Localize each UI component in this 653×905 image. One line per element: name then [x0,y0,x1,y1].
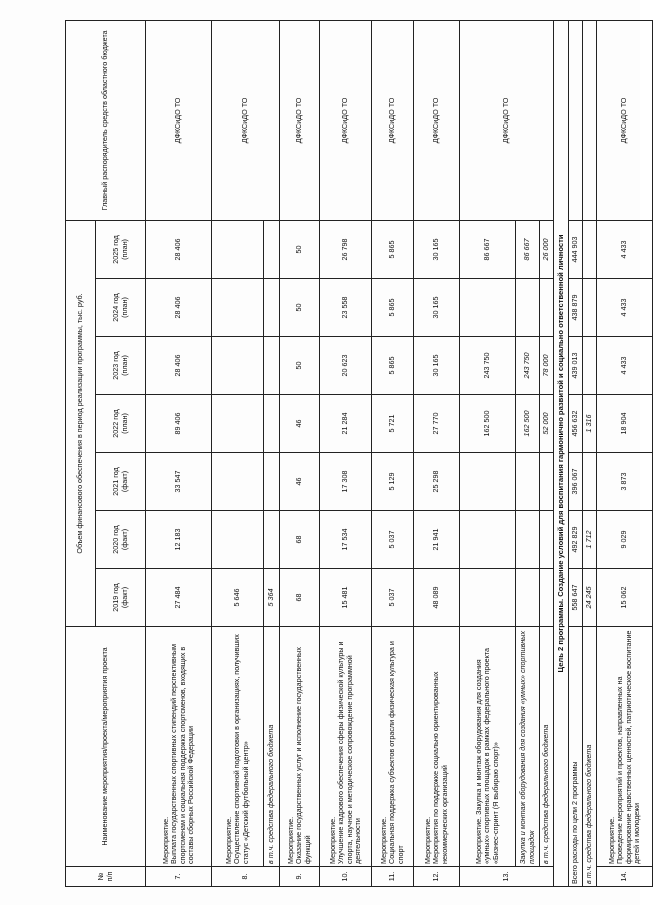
total-federal-value: 1 316 [583,395,597,453]
table-row [212,20,264,886]
row-value: 5 129 [372,453,414,511]
row-value: 5 865 [372,337,414,395]
total-value: 492 829 [569,511,583,569]
row-name: Мероприятие. Улучшение кадрового обеспечения сферы физической культуры и спорта, научное и методическое сопровождение программной деятельности [320,627,372,867]
row-value: 33 547 [146,453,212,511]
row-value: 4 433 [597,279,653,337]
row-name: Мероприятие. Проведение мероприятий и проектов, направленных на формирование нравственных ценностей, патриотическое воспитание детей и молодежи [597,627,653,867]
row-value: 26 798 [320,220,372,278]
row-number: 14. [597,867,653,887]
empty-cell [569,20,583,220]
total-value: 444 903 [569,220,583,278]
row-value: 5 721 [372,395,414,453]
col-header-year: 2021 год (факт) [96,453,146,511]
row-value [212,453,264,511]
row-value: 89 406 [146,395,212,453]
row-value: 243 750 [460,337,516,395]
row-value: 28 406 [146,220,212,278]
total-value: 439 013 [569,337,583,395]
row-value: 25 298 [414,453,460,511]
row-name: Мероприятие. Закупка и монтаж оборудования для создания «умных» спортивных площадок в рамках федерального проекта «Бизнес-спринт (Я выбираю спорт)» [460,627,516,867]
row-value [540,511,554,569]
table-row [280,20,320,886]
row-name: в т.ч. средства федерального бюджета [264,627,280,867]
budget-table [65,20,653,887]
row-value: 4 433 [597,220,653,278]
row-value [540,453,554,511]
empty-cell [583,20,597,220]
row-value: 20 623 [320,337,372,395]
row-value: 5 646 [212,569,264,627]
row-value: 27 770 [414,395,460,453]
row-name: Мероприятие. Осуществление спортивной подготовки в организациях, получивших статус «Детский футбольный центр» [212,627,264,867]
row-name: Мероприятие. Мероприятия по поддержке социально ориентированных некоммерческих организаций [414,627,460,867]
row-value: 50 [280,337,320,395]
row-value: 68 [280,511,320,569]
row-value: 26 000 [540,220,554,278]
row-name: Мероприятие. Выплата государственных спортивных стипендий перспективным спортсменам и социальная поддержка спортсменов, входящих в составы сборных Российской Федерации [146,627,212,867]
goal-2-heading: Цель 2 программы. Создание условий для воспитания гармонично развитой и социально ответственной личности [554,20,569,886]
table-row [320,20,372,886]
row-distributor: ДФКСиДО ТО [146,20,212,220]
row-value [212,395,264,453]
row-number: 8. [212,867,280,887]
row-value [460,279,516,337]
row-value: 21 941 [414,511,460,569]
row-value: 15 481 [320,569,372,627]
row-number: 7. [146,867,212,887]
row-value: 78 000 [540,337,554,395]
total-value: 558 647 [569,569,583,627]
row-distributor: ДФКСиДО ТО [280,20,320,220]
col-header-financing: Объем финансового обеспечения в период реализации программы, тыс. руб. [66,220,96,626]
row-value [212,279,264,337]
row-value: 162 500 [516,395,540,453]
row-value: 46 [280,395,320,453]
col-header-distributor: Главный распорядитель средств областного бюджета [66,20,146,220]
row-name: Закупка и монтаж оборудования для создания «умных» спортивных площадок [516,627,540,867]
row-name: Мероприятие. Социальная поддержка субъектов отрасли физическая культура и спорт [372,627,414,867]
total-federal-value [583,279,597,337]
row-value: 5 364 [264,569,280,627]
table-row [372,20,414,886]
row-value [516,279,540,337]
row-distributor: ДФКСиДО ТО [460,20,554,220]
row-value [460,569,516,627]
total-value: 438 879 [569,279,583,337]
row-distributor: ДФКСиДО ТО [372,20,414,220]
row-value [264,395,280,453]
row-value [264,511,280,569]
row-number: 11. [372,867,414,887]
row-distributor: ДФКСиДО ТО [414,20,460,220]
row-value: 46 [280,453,320,511]
row-value: 5 037 [372,511,414,569]
row-value: 5 865 [372,279,414,337]
row-value [264,337,280,395]
row-value: 30 165 [414,220,460,278]
table-row [146,20,212,886]
row-value: 5 865 [372,220,414,278]
row-value: 243 750 [516,337,540,395]
row-distributor: ДФКСиДО ТО [320,20,372,220]
row-value [516,511,540,569]
row-distributor: ДФКСиДО ТО [212,20,280,220]
col-header-year: 2019 год (факт) [96,569,146,627]
row-value: 28 406 [146,279,212,337]
total-label: Всего расходы по цели 2 программы [569,627,583,887]
row-value: 4 433 [597,337,653,395]
row-value: 18 904 [597,395,653,453]
row-value: 15 062 [597,569,653,627]
goal-band-row [554,20,569,886]
col-header-no: № п/п [66,867,146,887]
row-number: 12. [414,867,460,887]
row-value: 23 558 [320,279,372,337]
row-number: 10. [320,867,372,887]
row-value: 162 500 [460,395,516,453]
total-federal-row [583,20,597,886]
row-value [264,453,280,511]
row-value: 28 406 [146,337,212,395]
table-row [414,20,460,886]
col-header-year: 2023 год (план) [96,337,146,395]
col-header-year: 2020 год (факт) [96,511,146,569]
row-value [540,279,554,337]
total-row [569,20,583,886]
row-value [460,511,516,569]
row-value [264,279,280,337]
row-value [212,337,264,395]
row-value [540,569,554,627]
row-value: 9 029 [597,511,653,569]
row-value: 50 [280,220,320,278]
row-value [516,453,540,511]
row-value: 17 534 [320,511,372,569]
row-value: 68 [280,569,320,627]
row-value: 3 873 [597,453,653,511]
total-value: 396 067 [569,453,583,511]
row-value [264,220,280,278]
total-federal-value [583,453,597,511]
row-value: 52 000 [540,395,554,453]
col-header-name: Наименование мероприятия/проекта/мероприятия проекта [66,627,146,867]
row-number: 9. [280,867,320,887]
row-value: 12 183 [146,511,212,569]
total-federal-value: 24 245 [583,569,597,627]
total-federal-label: в т.ч. средства федерального бюджета [583,627,597,887]
row-value [516,569,540,627]
row-value [212,511,264,569]
row-value: 30 165 [414,279,460,337]
row-value [460,453,516,511]
row-value: 86 667 [460,220,516,278]
header-row [66,20,96,886]
row-value: 86 667 [516,220,540,278]
total-federal-value [583,220,597,278]
row-value: 50 [280,279,320,337]
col-header-year: 2024 год (план) [96,279,146,337]
row-value: 17 308 [320,453,372,511]
total-value: 456 632 [569,395,583,453]
col-header-year: 2022 год (план) [96,395,146,453]
row-name: в т.ч. средства федерального бюджета [540,627,554,867]
total-federal-value: 1 712 [583,511,597,569]
row-name: Мероприятие. Оказание государственных услуг и исполнение государственных функций [280,627,320,867]
row-value: 48 089 [414,569,460,627]
table-row [460,20,516,886]
row-value: 21 284 [320,395,372,453]
row-value [212,220,264,278]
table-row [597,20,653,886]
row-distributor: ДФКСиДО ТО [597,20,653,220]
row-value: 5 037 [372,569,414,627]
col-header-year: 2025 год (план) [96,220,146,278]
total-federal-value [583,337,597,395]
row-value: 30 165 [414,337,460,395]
row-number: 13. [460,867,554,887]
row-value: 27 484 [146,569,212,627]
